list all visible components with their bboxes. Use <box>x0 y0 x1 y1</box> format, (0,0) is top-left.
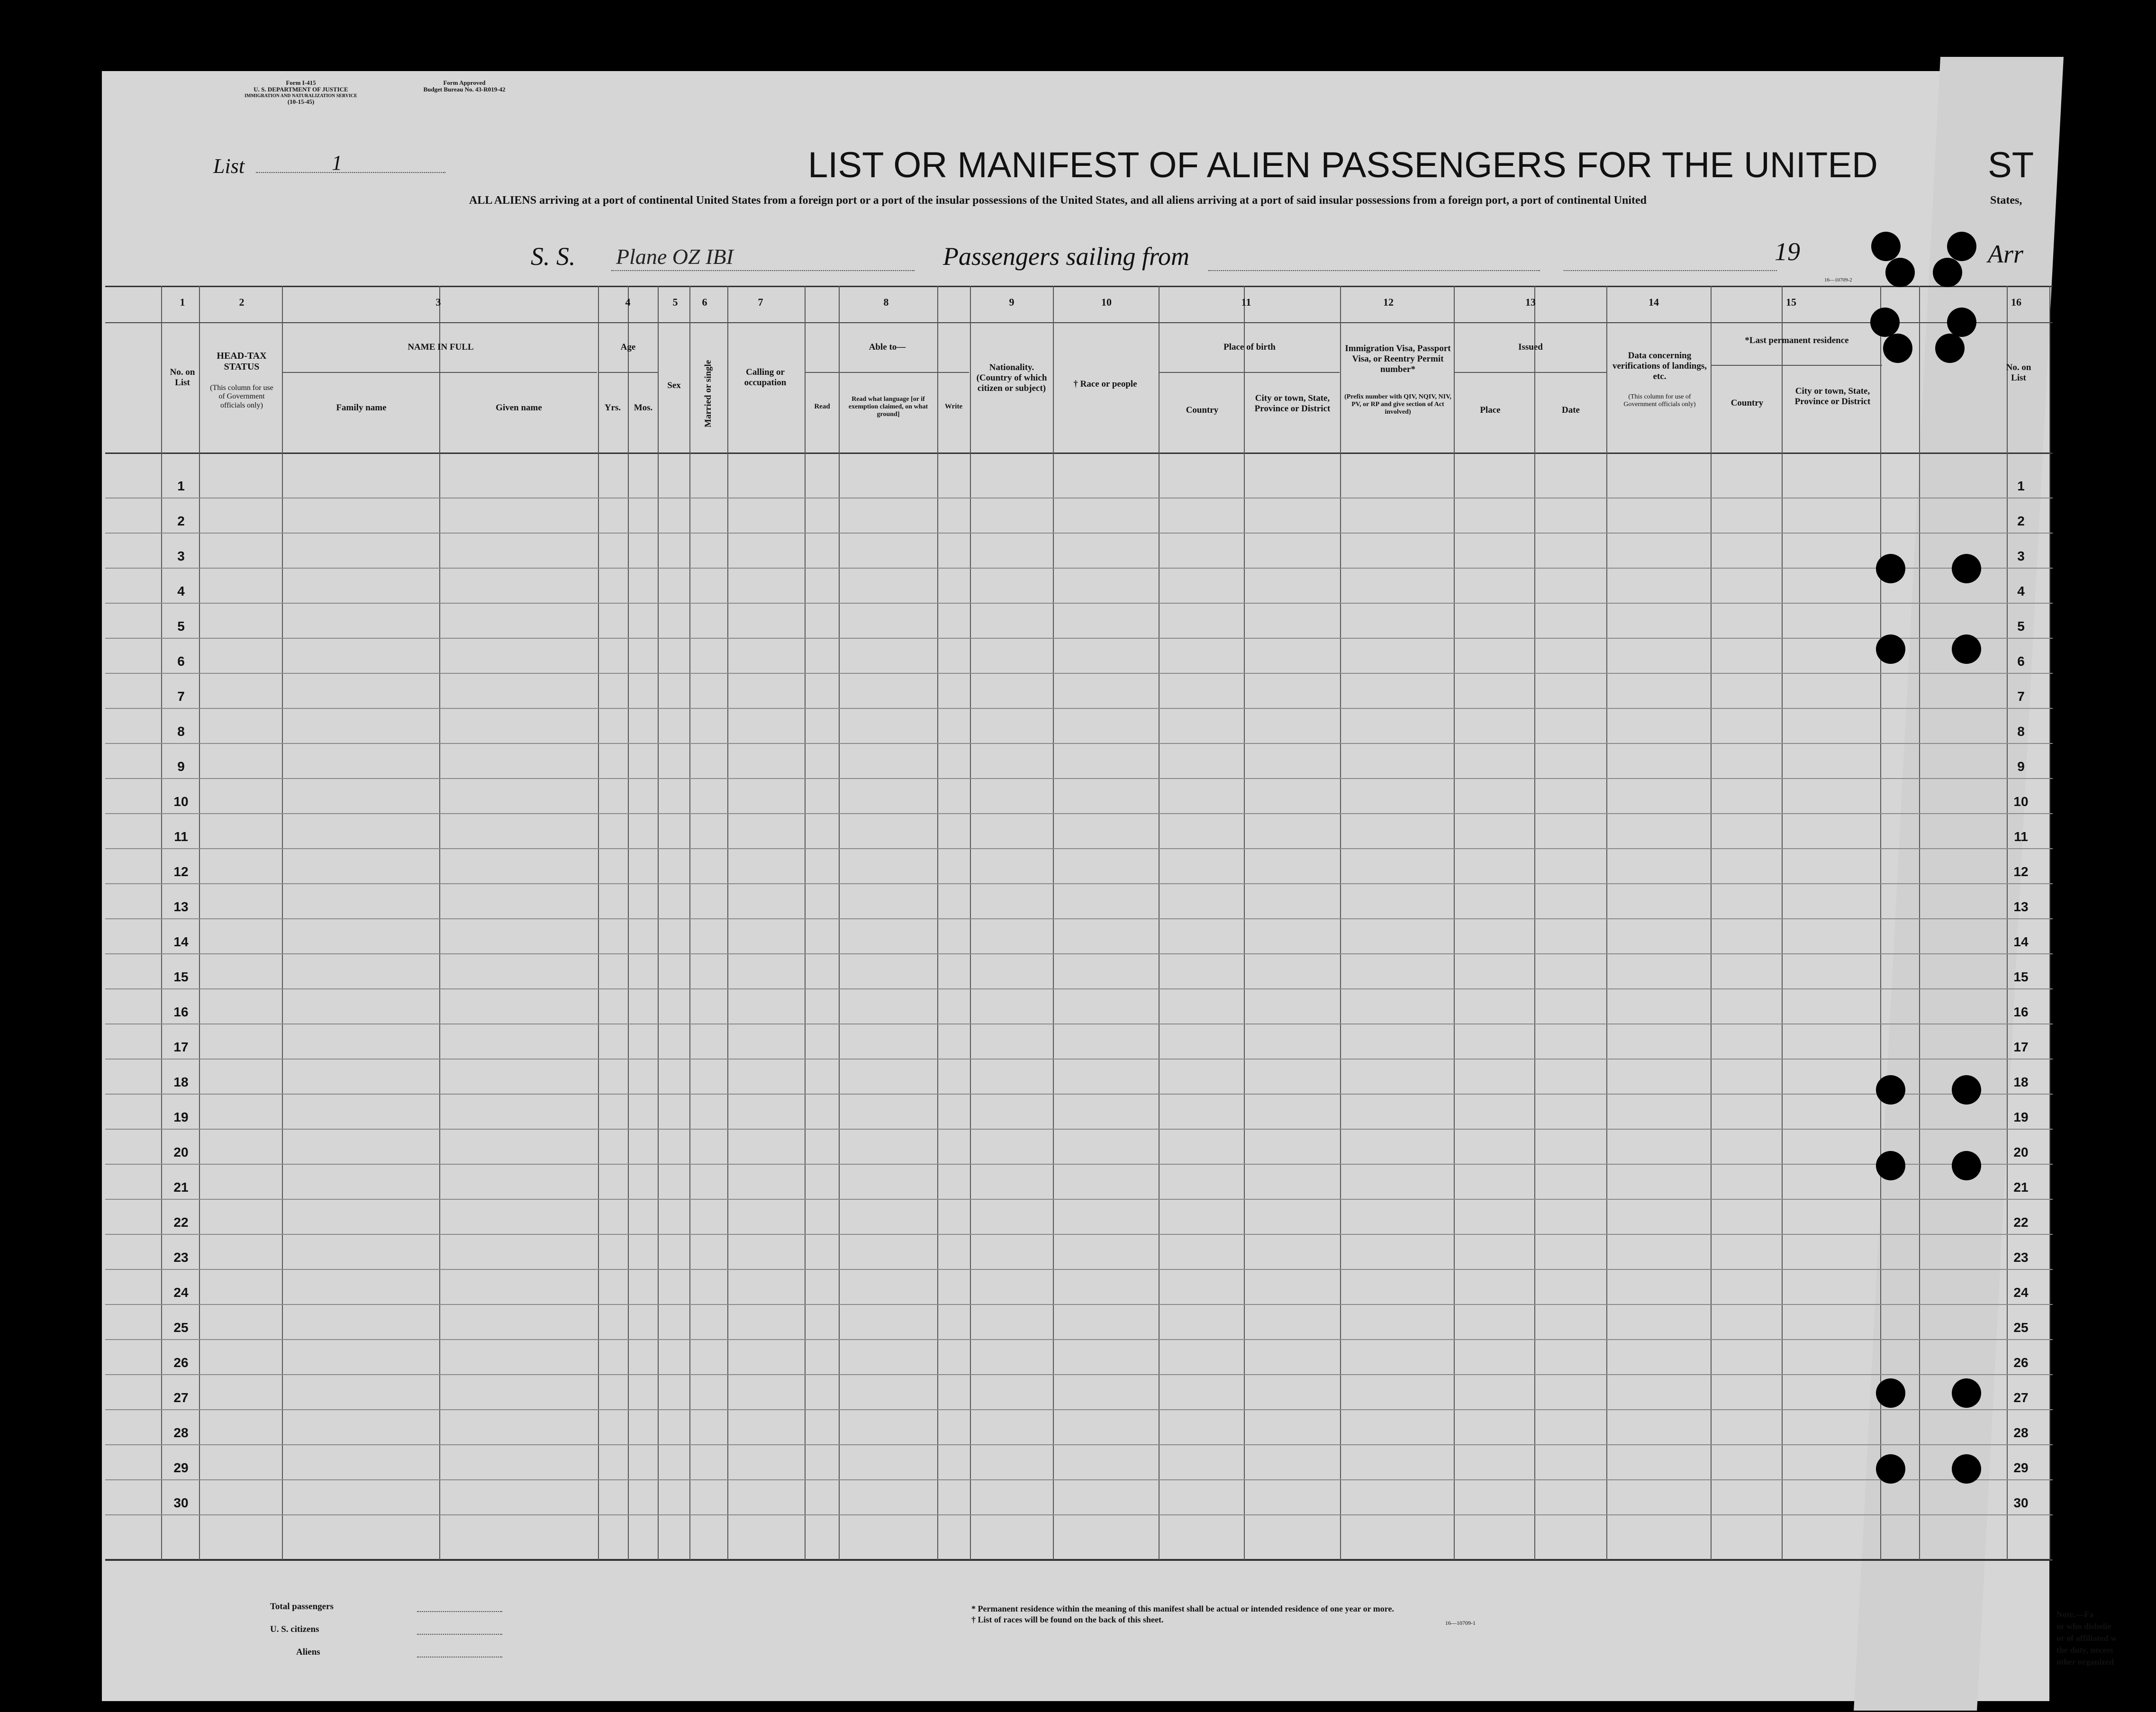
row-number-right: 16 <box>2013 1005 2029 1019</box>
table-row <box>105 1479 2053 1480</box>
header-no-on-list: No. on List <box>170 367 195 388</box>
header-able-to: Able to— <box>869 342 906 352</box>
table-row <box>105 1339 2053 1340</box>
header-married: Married or single <box>703 360 714 427</box>
colnum-1: 1 <box>180 296 185 308</box>
column-divider <box>658 286 659 1560</box>
table-row <box>105 603 2053 604</box>
footer-citizens-label: U. S. citizens <box>270 1624 319 1634</box>
row-number-right: 28 <box>2013 1425 2029 1440</box>
colnum-16: 16 <box>2011 296 2021 308</box>
table-row <box>105 1234 2053 1235</box>
colnum-9: 9 <box>1009 296 1015 308</box>
colnum-10: 10 <box>1101 296 1112 308</box>
date-code: (10-15-45) <box>287 98 315 105</box>
subtitle-continued: States, <box>1990 194 2022 207</box>
header-read: Read <box>814 403 830 410</box>
form-number: Form I-415 <box>286 79 316 86</box>
colnum-7: 7 <box>758 296 763 308</box>
header-no-on-list-right: No. on List <box>2006 362 2031 383</box>
table-row <box>105 673 2053 674</box>
department: U. S. DEPARTMENT OF JUSTICE <box>254 86 348 93</box>
footer-total-label: Total passengers <box>270 1602 334 1612</box>
table-row <box>105 1444 2053 1445</box>
row-number-left: 23 <box>173 1250 189 1265</box>
row-number-right: 8 <box>2017 724 2025 739</box>
row-number-left: 10 <box>173 794 189 809</box>
footer-note-right-4: the duty, necess <box>2056 1645 2113 1655</box>
budget-number: Budget Bureau No. 43-R019-42 <box>423 86 506 93</box>
row-number-right: 4 <box>2017 584 2025 598</box>
column-divider <box>689 286 690 1560</box>
table-row <box>105 953 2053 954</box>
punch-hole <box>1876 1075 1905 1105</box>
table-row <box>105 988 2053 989</box>
row-number-right: 2 <box>2017 514 2025 528</box>
list-line <box>256 172 445 173</box>
table-top-border <box>105 286 2053 287</box>
header-write: Write <box>944 403 963 410</box>
form-info <box>223 80 379 105</box>
ship-name-line <box>611 270 915 271</box>
header-nationality: Nationality. (Country of which citizen or subject) <box>976 362 1047 393</box>
header-residence-city: City or town, State, Province or District <box>1794 386 1871 407</box>
punch-hole <box>1952 634 1981 664</box>
row-number-left: 27 <box>173 1390 189 1405</box>
table-row <box>105 708 2053 709</box>
header-issued-place: Place <box>1480 405 1501 415</box>
sailing-from-line <box>1208 270 1540 271</box>
punch-hole <box>1952 1378 1981 1408</box>
date-line <box>1564 270 1777 271</box>
row-number-right: 12 <box>2013 864 2029 879</box>
column-divider <box>2049 286 2050 1560</box>
column-divider <box>805 286 806 1560</box>
punch-hole <box>1876 634 1905 664</box>
row-number-right: 30 <box>2013 1495 2029 1510</box>
row-number-right: 15 <box>2013 969 2029 984</box>
colnum-5: 5 <box>672 296 678 308</box>
header-issued-date: Date <box>1562 405 1580 415</box>
table-row <box>105 743 2053 744</box>
table-row <box>105 568 2053 569</box>
column-divider <box>1159 286 1160 1560</box>
header-verifications-note: (This column for use of Government officials only) <box>1623 393 1696 408</box>
column-divider <box>1606 286 1607 1560</box>
row-number-left: 15 <box>173 969 189 984</box>
header-issued: Issued <box>1518 342 1543 352</box>
table-row <box>105 1514 2053 1515</box>
row-number-right: 21 <box>2013 1180 2029 1195</box>
footer-note-right-2: or who disbelie <box>2056 1621 2111 1631</box>
row-number-right: 14 <box>2013 934 2029 949</box>
row-number-right: 22 <box>2013 1215 2029 1230</box>
table-row <box>105 1374 2053 1375</box>
header-family-name: Family name <box>336 403 387 413</box>
list-value: 1 <box>332 151 342 174</box>
column-divider <box>937 286 938 1560</box>
header-age: Age <box>620 342 636 352</box>
row-number-left: 4 <box>177 584 185 598</box>
row-number-left: 26 <box>173 1355 189 1370</box>
footer-note-right <box>2056 1609 2117 1668</box>
column-divider <box>1244 286 1245 1560</box>
header-read-language: Read what language [or if exemption claimed, on what ground] <box>848 396 928 418</box>
column-divider <box>199 286 200 1560</box>
column-divider <box>839 286 840 1560</box>
row-number-left: 13 <box>173 899 189 914</box>
footer-note-races: † List of races will be found on the back of this sheet. <box>971 1615 1164 1624</box>
header-birth-city: City or town, State, Province or District <box>1254 393 1331 414</box>
row-number-right: 26 <box>2013 1355 2029 1370</box>
punch-hole <box>1952 554 1981 583</box>
colnum-8: 8 <box>883 296 889 308</box>
header-head-tax: HEAD-TAX STATUS <box>217 351 267 372</box>
table-row <box>105 1409 2053 1410</box>
footer-note-right-5: other organized <box>2056 1657 2114 1667</box>
row-number-right: 7 <box>2017 689 2025 704</box>
table-row <box>105 1129 2053 1130</box>
footer-citizens-line <box>417 1634 502 1635</box>
row-number-left: 1 <box>177 479 185 493</box>
punch-hole <box>1876 554 1905 583</box>
header-yrs: Yrs. <box>604 403 621 413</box>
footer-printer-code: 16—10709-1 <box>1445 1620 1476 1626</box>
column-divider <box>598 286 599 1560</box>
row-number-left: 3 <box>177 549 185 563</box>
footer-note-residence: * Permanent residence within the meaning of this manifest shall be actual or intended residence of one year or more. <box>971 1604 1394 1613</box>
table-row <box>105 1304 2053 1305</box>
column-divider <box>1534 286 1535 1560</box>
form-approved: Form Approved <box>443 79 486 86</box>
budget-info <box>398 80 531 93</box>
colnum-6: 6 <box>702 296 707 308</box>
row-number-left: 18 <box>173 1075 189 1089</box>
page-title-continued: ST <box>1988 145 2034 185</box>
birth-subhead-line <box>1160 372 1340 373</box>
column-divider <box>628 286 629 1560</box>
row-number-left: 20 <box>173 1145 189 1159</box>
row-number-right: 3 <box>2017 549 2025 563</box>
punch-hole <box>1876 1378 1905 1408</box>
row-number-right: 23 <box>2013 1250 2029 1265</box>
ss-label: S. S. <box>531 242 576 271</box>
able-subhead-line <box>806 372 969 373</box>
header-mos: Mos. <box>634 403 653 413</box>
table-row <box>105 778 2053 779</box>
punch-hole <box>1870 308 1900 337</box>
column-divider <box>727 286 728 1560</box>
subtitle: ALL ALIENS arriving at a port of continental United States from a foreign port or a port of the insular possessions of the United States, and all aliens arriving at a port of said insular possessions from a foreign port, a port of continental United <box>469 194 1647 207</box>
header-birth-country: Country <box>1186 405 1219 415</box>
row-number-right: 17 <box>2013 1040 2029 1054</box>
colnum-14: 14 <box>1649 296 1659 308</box>
row-number-right: 25 <box>2013 1320 2029 1335</box>
row-number-left: 22 <box>173 1215 189 1230</box>
table-row <box>105 1094 2053 1095</box>
row-number-left: 30 <box>173 1495 189 1510</box>
sailing-label: Passengers sailing from <box>943 242 1190 271</box>
table-row <box>105 918 2053 919</box>
row-number-left: 14 <box>173 934 189 949</box>
row-number-left: 7 <box>177 689 185 704</box>
colnum-11: 11 <box>1241 296 1251 308</box>
column-divider <box>1053 286 1054 1560</box>
row-number-left: 5 <box>177 619 185 634</box>
row-number-left: 8 <box>177 724 185 739</box>
table-row <box>105 813 2053 814</box>
row-number-right: 10 <box>2013 794 2029 809</box>
table-row <box>105 1269 2053 1270</box>
header-head-tax-note: (This column for use of Government officials only) <box>210 384 273 409</box>
table-row <box>105 848 2053 849</box>
punch-hole <box>1935 334 1965 363</box>
row-number-right: 5 <box>2017 619 2025 634</box>
column-divider <box>1340 286 1341 1560</box>
row-number-right: 18 <box>2013 1075 2029 1089</box>
arrival-label: Arr <box>1988 240 2024 268</box>
punch-hole <box>1876 1151 1905 1180</box>
table-row <box>105 883 2053 884</box>
row-number-right: 13 <box>2013 899 2029 914</box>
header-verifications: Data concerning verifications of landings, etc. <box>1612 351 1707 381</box>
colnum-15: 15 <box>1786 296 1796 308</box>
colnum-3: 3 <box>435 296 441 308</box>
header-name-in-full: NAME IN FULL <box>408 342 474 352</box>
header-residence-country: Country <box>1730 398 1764 408</box>
header-place-of-birth: Place of birth <box>1223 342 1276 352</box>
punch-hole <box>1883 334 1912 363</box>
row-number-left: 21 <box>173 1180 189 1195</box>
row-number-right: 1 <box>2017 479 2025 493</box>
issued-subhead-line <box>1455 372 1606 373</box>
row-number-right: 20 <box>2013 1145 2029 1159</box>
table-row <box>105 1164 2053 1165</box>
column-divider <box>1782 286 1783 1560</box>
row-number-right: 9 <box>2017 759 2025 774</box>
row-number-right: 27 <box>2013 1390 2029 1405</box>
colnum-12: 12 <box>1383 296 1394 308</box>
punch-hole <box>1933 258 1962 287</box>
colnum-4: 4 <box>625 296 631 308</box>
column-divider <box>1880 286 1881 1560</box>
ship-name: Plane OZ IBI <box>616 245 734 269</box>
column-divider <box>1919 286 1920 1560</box>
year-label: 19 <box>1775 237 1800 266</box>
row-number-left: 2 <box>177 514 185 528</box>
colnum-13: 13 <box>1525 296 1536 308</box>
row-number-left: 12 <box>173 864 189 879</box>
row-number-right: 11 <box>2014 829 2028 844</box>
punch-hole <box>1952 1075 1981 1105</box>
footer-aliens-line <box>417 1657 502 1658</box>
header-visa: Immigration Visa, Passport Visa, or Reentry Permit number* <box>1345 344 1451 374</box>
header-last-residence: *Last permanent residence <box>1745 335 1849 345</box>
row-number-left: 11 <box>174 829 188 844</box>
punch-hole <box>1947 308 1976 337</box>
column-divider <box>439 286 440 1560</box>
row-number-left: 28 <box>173 1425 189 1440</box>
list-label: List <box>213 154 245 178</box>
header-race: † Race or people <box>1073 379 1137 389</box>
row-number-left: 17 <box>173 1040 189 1054</box>
punch-hole <box>1885 258 1915 287</box>
header-given-name: Given name <box>496 403 542 413</box>
printer-code-top: 16—10709-2 <box>1824 277 1852 283</box>
punch-hole <box>1947 232 1976 261</box>
row-number-right: 24 <box>2013 1285 2029 1300</box>
row-number-right: 6 <box>2017 654 2025 669</box>
table-row <box>105 533 2053 534</box>
table-row <box>105 1199 2053 1200</box>
table-row <box>105 1059 2053 1060</box>
column-divider <box>1454 286 1455 1560</box>
colnum-2: 2 <box>239 296 245 308</box>
punch-hole <box>1952 1454 1981 1484</box>
row-number-left: 6 <box>177 654 185 669</box>
header-calling: Calling or occupation <box>744 367 787 388</box>
row-number-left: 19 <box>173 1110 189 1124</box>
header-bottom-border <box>105 453 2053 454</box>
row-number-left: 25 <box>173 1320 189 1335</box>
footer-aliens-label: Aliens <box>296 1647 320 1657</box>
punch-hole <box>1952 1151 1981 1180</box>
punch-hole <box>1876 1454 1905 1484</box>
header-visa-note: (Prefix number with QIV, NQIV, NIV, PV, or RP and give section of Act involved) <box>1344 393 1451 416</box>
row-number-left: 29 <box>173 1460 189 1475</box>
column-divider <box>1711 286 1712 1560</box>
footer-note-right-3: or of affiliated w <box>2056 1633 2117 1643</box>
column-divider <box>970 286 971 1560</box>
footer-note-right-1: Note.—Fa <box>2056 1610 2094 1619</box>
row-number-right: 29 <box>2013 1460 2029 1475</box>
manifest-sheet <box>102 71 2049 1701</box>
column-divider <box>161 286 162 1560</box>
row-number-left: 9 <box>177 759 185 774</box>
service: IMMIGRATION AND NATURALIZATION SERVICE <box>245 93 357 99</box>
table-row <box>105 638 2053 639</box>
header-sex: Sex <box>667 380 681 390</box>
table-bottom-border <box>105 1559 2053 1561</box>
row-number-left: 24 <box>173 1285 189 1300</box>
column-divider <box>282 286 283 1560</box>
footer-total-line <box>417 1611 502 1612</box>
punch-hole <box>1871 232 1901 261</box>
row-number-left: 16 <box>173 1005 189 1019</box>
page-title: LIST OR MANIFEST OF ALIEN PASSENGERS FOR THE UNITED <box>808 145 1878 185</box>
row-number-right: 19 <box>2013 1110 2029 1124</box>
colnum-border <box>105 322 2053 323</box>
residence-subhead-line <box>1712 365 1882 366</box>
